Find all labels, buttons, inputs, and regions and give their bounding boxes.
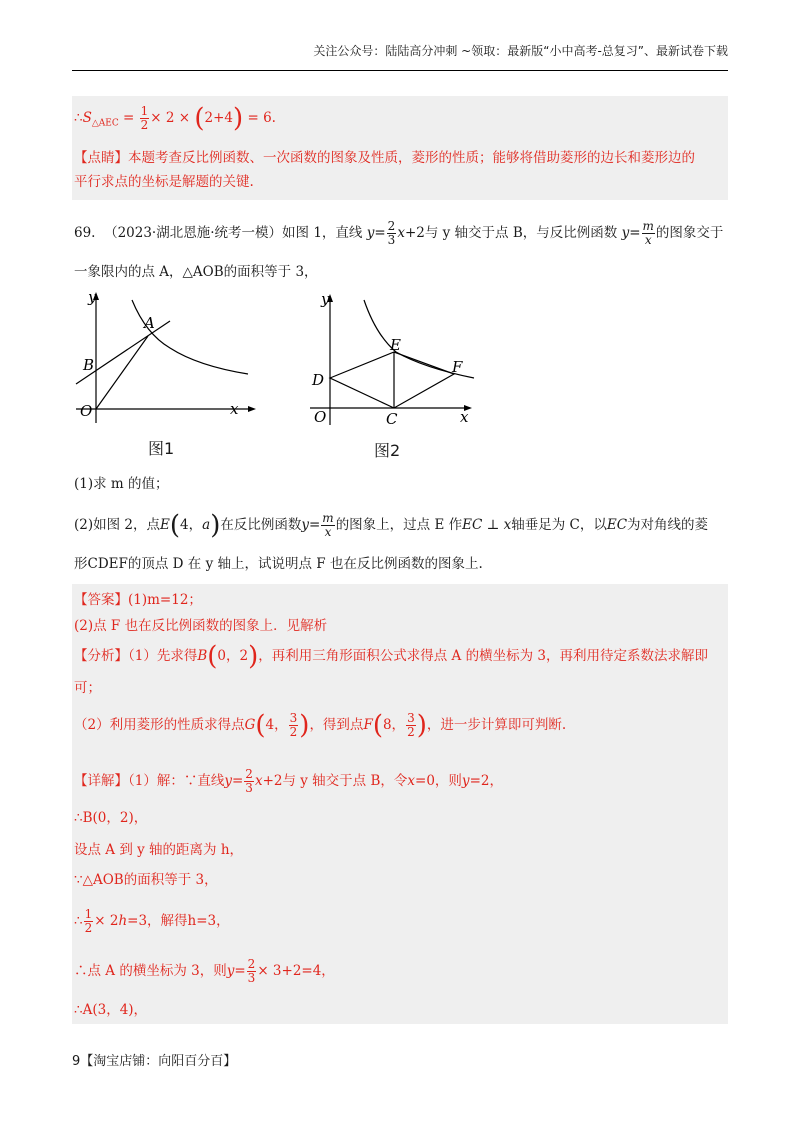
analysis-line-2: 可；	[74, 680, 101, 696]
fig1-caption: 图1	[148, 439, 175, 458]
comment-line-2: 平行求点的坐标是解题的关键.	[74, 174, 254, 190]
page-header: 关注公众号：陆陆高分冲刺 ~领取：最新版“小中高考-总复习”、最新试卷下载	[72, 40, 728, 71]
detail-line-7: ∴A(3，4)，	[74, 1002, 148, 1018]
answer-line-1: 【答案】(1)m=12；	[74, 592, 202, 608]
analysis-line-1: 【分析】（1）先求得B(0，2)，再利用三角形面积公式求得点 A 的横坐标为 3，再利用待定系数法求解即	[74, 641, 708, 672]
problem-stem-2: 一象限内的点 A，△AOB的面积等于 3，	[74, 264, 318, 280]
detail-line-4: ∵△AOB的面积等于 3，	[74, 872, 218, 888]
fig1-point-b: B	[83, 356, 95, 374]
fig2-x-label: x	[460, 408, 469, 426]
page-footer: 9【淘宝店铺：向阳百分百】	[72, 1054, 237, 1069]
area-line: $\therefore S_{\triangle AEC}$ = $\frac{1}{2}$ × 2 × (2+4) = 6.	[74, 103, 276, 134]
fig1-origin-label: O	[80, 402, 93, 420]
figure-2	[300, 290, 480, 430]
fig2-origin-label: O	[314, 408, 327, 426]
comment-line-1: 【点睛】本题考查反比例函数、一次函数的图象及性质，菱形的性质；能够将借助菱形的边长和菱形边的	[74, 150, 695, 166]
fig2-point-c: C	[386, 410, 398, 428]
analysis-line-3: （2）利用菱形的性质求得点G(4， $\frac{3}{2}$ )，得到点F(8， $\frac{3}{2}$ )，进一步计算即可判断.	[74, 710, 567, 741]
answer-line-2: (2)点 F 也在反比例函数的图象上．见解析	[74, 618, 328, 634]
fig2-caption: 图2	[374, 441, 401, 460]
problem-stem-1: 69. （2023·湖北恩施·统考一模）如图 1，直线 y= $\frac{2}{3}$ x+2与 y 轴交于点 B，与反比例函数 y= $\frac{m}{x}$ 的图象交于	[74, 219, 724, 247]
figure-1	[70, 288, 260, 428]
question-2-line-1: (2)如图 2，点E(4，a)在反比例函数y= $\frac{m}{x}$ 的图象上，过点 E 作EC ⊥ x轴垂足为 C，以EC为对角线的菱	[74, 510, 709, 541]
detail-line-5: ∴ $\frac{1}{2}$ × 2h=3，解得h=3，	[74, 907, 230, 935]
detail-line-2: ∴B(0，2)，	[74, 810, 148, 826]
fig2-point-d: D	[312, 371, 325, 389]
detail-line-6: ∴点 A 的横坐标为 3，则y= $\frac{2}{3}$ × 3+2=4，	[74, 957, 335, 985]
question-1: (1)求 m 的值；	[74, 476, 169, 492]
fig2-point-e: E	[390, 336, 401, 354]
question-2-line-2: 形CDEF的顶点 D 在 y 轴上，试说明点 F 也在反比例函数的图象上.	[74, 556, 483, 572]
fig1-y-label: y	[88, 288, 97, 306]
fig1-point-a: A	[144, 314, 155, 332]
detail-line-3: 设点 A 到 y 轴的距离为 h，	[74, 842, 244, 858]
fig2-point-f: F	[452, 358, 463, 376]
fig1-x-label: x	[230, 400, 239, 418]
fig2-y-label: y	[321, 290, 330, 308]
detail-line-1: 【详解】（1）解：∵直线y= $\frac{2}{3}$ x+2与 y 轴交于点 B，令x=0，则y=2，	[74, 767, 503, 795]
